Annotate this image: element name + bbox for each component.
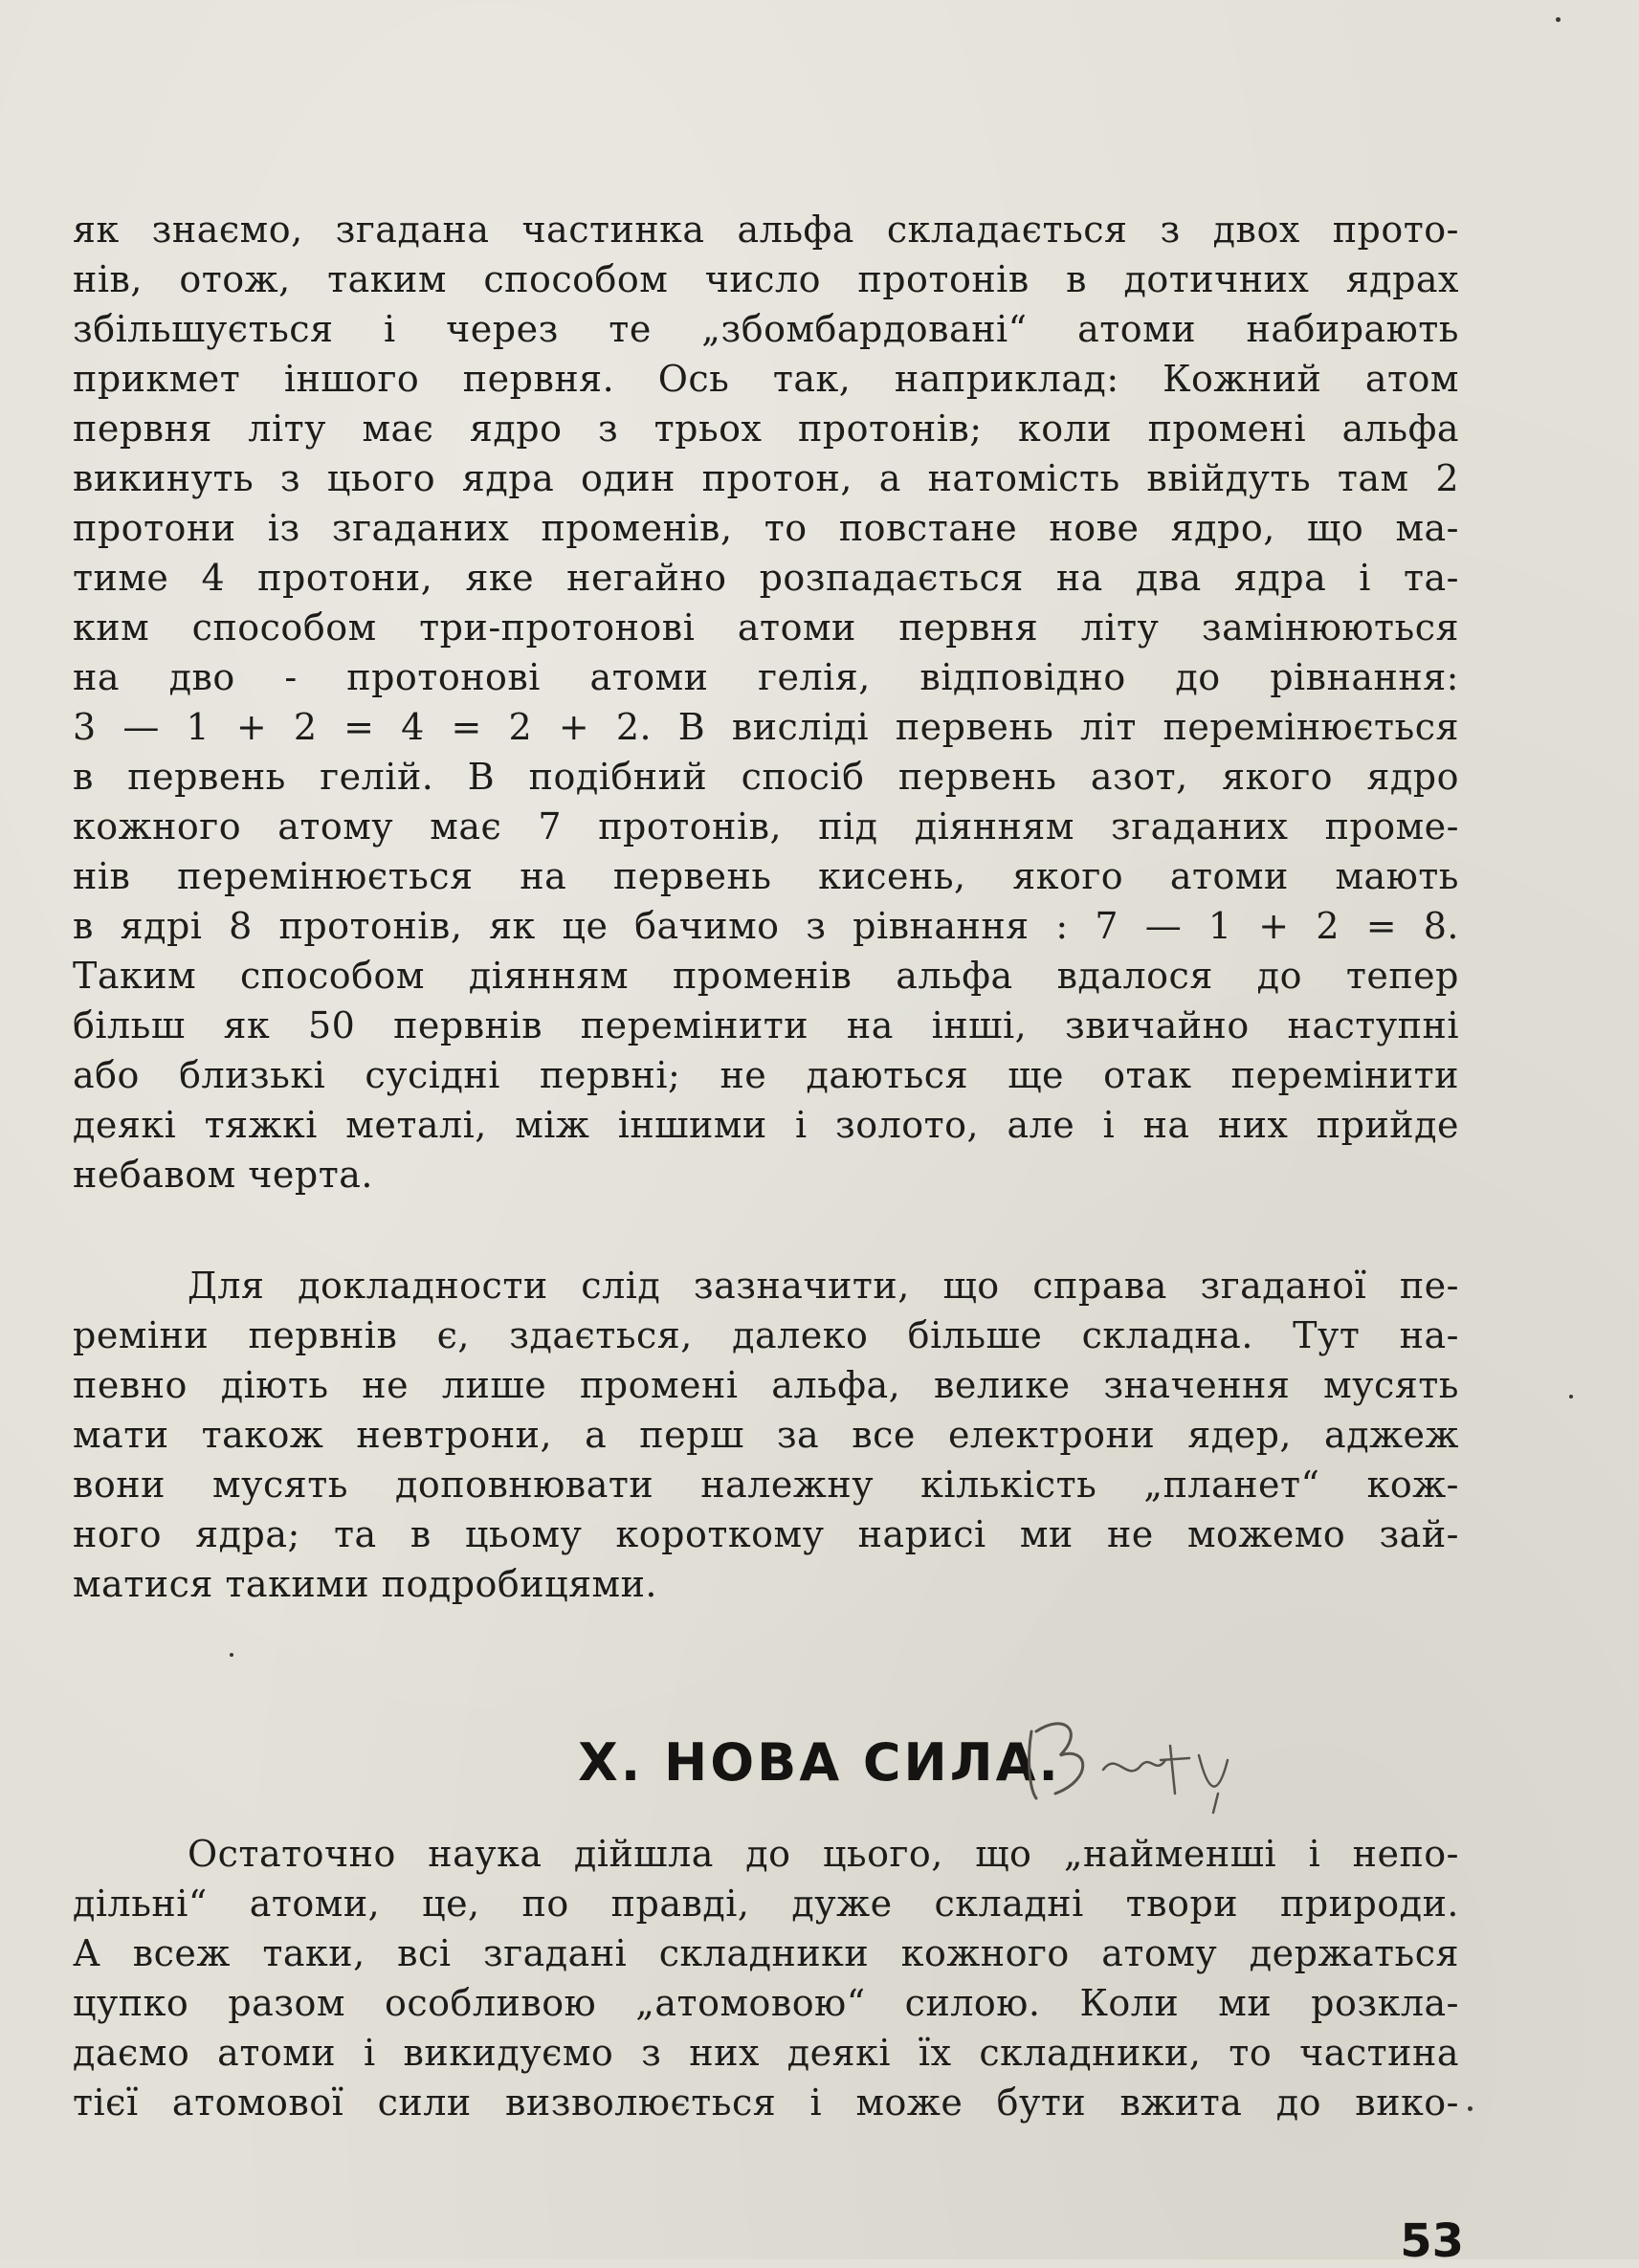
text-line: ким способом три-протонові атоми первня літу замінюються <box>73 606 1459 649</box>
text-line: тиме 4 протони, яке негайно розпадається на два ядра і та- <box>73 557 1459 599</box>
scan-speck <box>1468 2106 1473 2111</box>
text-line: більш як 50 первнів перемінити на інші, звичайно наступні <box>73 1004 1459 1046</box>
text-line: Для докладности слід зазначити, що справа згаданої пе- <box>188 1265 1459 1307</box>
text-line: протони із згаданих променів, то повстане нове ядро, що ма- <box>73 507 1459 549</box>
text-line: 3 — 1 + 2 = 4 = 2 + 2. В висліді первень літ перемінюється <box>73 706 1459 748</box>
text-line: в ядрі 8 протонів, як це бачимо з рівнання : 7 — 1 + 2 = 8. <box>73 905 1459 947</box>
text-line: первня літу має ядро з трьох протонів; коли промені альфа <box>73 407 1459 450</box>
text-line: кожного атому має 7 протонів, під діянням згаданих проме- <box>73 805 1459 848</box>
text-line: деякі тяжкі металі, між іншими і золото, але і на них прийде <box>73 1104 1459 1146</box>
text-line: небавом черта. <box>73 1154 373 1196</box>
text-line: ного ядра; та в цьому короткому нарисі ми не можемо зай- <box>73 1513 1459 1555</box>
text-line: даємо атоми і викидуємо з них деякі їх складники, то частина <box>73 2032 1459 2074</box>
section-heading: X. НОВА СИЛА. <box>578 1732 1061 1793</box>
text-line: реміни первнів є, здається, далеко більше складна. Тут на- <box>73 1314 1459 1356</box>
scan-speck <box>1569 1395 1573 1398</box>
text-line: вони мусять доповнювати належну кількість „планет“ кож- <box>73 1464 1459 1506</box>
text-line: нів, отож, таким способом число протонів в дотичних ядрах <box>73 258 1459 300</box>
text-line: А всеж таки, всі згадані складники кожного атому держаться <box>73 1932 1459 1974</box>
text-line: матися такими подробицями. <box>73 1563 657 1605</box>
text-line: тієї атомової сили визволюється і може бути вжита до вико- <box>73 2081 1459 2124</box>
text-line: певно діють не лише промені альфа, велике значення мусять <box>73 1364 1459 1406</box>
text-line: як знаємо, згадана частинка альфа складається з двох прото- <box>73 209 1459 251</box>
text-line: збільшується і через те „збомбардовані“ атоми набирають <box>73 308 1459 350</box>
text-line: на дво - протонові атоми гелія, відповідно до рівнання: <box>73 656 1459 698</box>
text-line: викинуть з цього ядра один протон, а натомість ввійдуть там 2 <box>73 457 1459 499</box>
page-number: 53 <box>1400 2214 1464 2268</box>
bleed-through-text <box>498 1207 508 1253</box>
text-line: цупко разом особливою „атомовою“ силою. Коли ми розкла- <box>73 1982 1459 2024</box>
text-line: Остаточно наука дійшла до цього, що „найменші і непо- <box>188 1833 1459 1875</box>
text-line: або близькі сусідні первні; не даються ще отак перемінити <box>73 1054 1459 1096</box>
pencil-scrawl-icon <box>1012 1703 1271 1817</box>
text-line: в первень гелій. В подібний спосіб первень азот, якого ядро <box>73 756 1459 798</box>
text-line: дільні“ атоми, це, по правді, дуже складні твори природи. <box>73 1883 1459 1925</box>
text-line: нів перемінюється на первень кисень, якого атоми мають <box>73 855 1459 897</box>
text-line: прикмет іншого первня. Ось так, наприклад: Кожний атом <box>73 358 1459 400</box>
text-line: Таким способом діянням променів альфа вдалося до тепер <box>73 955 1459 997</box>
text-line: мати також невтрони, а перш за все електрони ядер, аджеж <box>73 1414 1459 1456</box>
scan-speck <box>1556 17 1561 22</box>
scan-speck <box>230 1653 233 1657</box>
